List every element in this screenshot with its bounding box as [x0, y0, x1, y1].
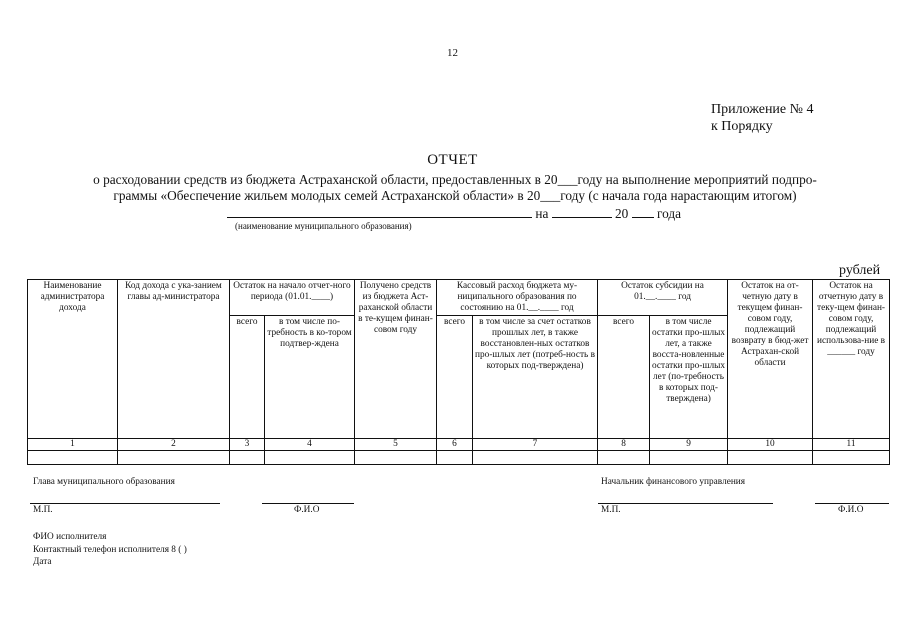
table-cell	[813, 451, 890, 465]
year-suffix: года	[656, 206, 682, 221]
subheader-col-8: всего	[598, 316, 650, 439]
column-number: 6	[437, 439, 473, 451]
column-number: 10	[728, 439, 813, 451]
table-cell	[28, 451, 118, 465]
report-table	[27, 279, 890, 465]
signature-line-left-2	[262, 503, 354, 504]
year-blank	[632, 205, 654, 218]
appendix-note	[711, 101, 814, 135]
table-cell	[598, 451, 650, 465]
signature-line-left-1	[30, 503, 220, 504]
appendix-line-1: Приложение № 4	[711, 102, 814, 117]
subheader-col-9: в том числе остатки про-шлых лет, а также восста-новленные остатки про-шлых лет (по-требность в которых под-тверждена)	[650, 316, 728, 439]
column-number: 2	[118, 439, 230, 451]
table-cell	[230, 451, 265, 465]
subheader-col-3: всего	[230, 316, 265, 439]
executor-label: ФИО исполнителя	[33, 532, 107, 542]
report-subtitle	[40, 172, 870, 204]
stamp-label-left: М.П.	[33, 505, 53, 515]
date-label: Дата	[33, 557, 52, 567]
table-cell	[437, 451, 473, 465]
head-of-municipality-label: Глава муниципального образования	[33, 477, 175, 487]
municipality-blank	[227, 205, 532, 218]
header-col-2: Код дохода с ука-занием главы ад-министратора	[118, 280, 230, 439]
fio-label-left: Ф.И.О	[294, 505, 320, 515]
subheader-col-6: всего	[437, 316, 473, 439]
date-blank	[552, 205, 612, 218]
table-cell	[118, 451, 230, 465]
column-number-row	[28, 439, 890, 451]
header-group-3-4: Остаток на начало отчет-ного периода (01.01.____)	[230, 280, 355, 316]
table-cell	[265, 451, 355, 465]
header-col-10: Остаток на от-четную дату в текущем финан-совом году, подлежащий возврату в бюд-жет Астрахан-ской области	[728, 280, 813, 439]
year-prefix: 20	[615, 206, 629, 221]
executor-phone-label: Контактный телефон исполнителя 8 ( )	[33, 545, 187, 555]
subheader-col-7: в том числе за счет остатков прошлых лет, в также восстановлен-ных остатков про-шлых лет (потреб-ность в которых под-тверждена)	[473, 316, 598, 439]
column-number: 11	[813, 439, 890, 451]
table-cell	[473, 451, 598, 465]
table-cell	[355, 451, 437, 465]
table-row-empty	[28, 451, 890, 465]
as-of-prefix: на	[535, 206, 549, 221]
page-number: 12	[447, 47, 458, 59]
report-title: ОТЧЕТ	[427, 152, 478, 168]
report-subtitle-line-2: граммы «Обеспечение жильем молодых семей Астраханской области» в 20___году (с начала года нарастающим итогом)	[113, 188, 797, 203]
stamp-label-right: М.П.	[601, 505, 621, 515]
appendix-line-2: к Порядку	[711, 119, 773, 134]
currency-label: рублей	[839, 263, 881, 278]
column-number: 3	[230, 439, 265, 451]
column-number: 5	[355, 439, 437, 451]
municipality-date-line	[227, 205, 681, 222]
table-cell	[650, 451, 728, 465]
column-number: 1	[28, 439, 118, 451]
head-of-finance-label: Начальник финансового управления	[601, 477, 746, 487]
column-number: 7	[473, 439, 598, 451]
column-number: 9	[650, 439, 728, 451]
header-group-6-7: Кассовый расход бюджета му-ниципального образования по состоянию на 01.__.____ год	[437, 280, 598, 316]
header-col-5: Получено средств из бюджета Аст-раханской области в те-кущем финан-совом году	[355, 280, 437, 439]
signature-line-right-2	[815, 503, 889, 504]
subheader-col-4: в том числе по-требность в ко-тором подтвер-ждена	[265, 316, 355, 439]
report-subtitle-line-1: о расходовании средств из бюджета Астраханской области, предоставленных в 20___году на выполнение мероприятий подпро-	[93, 172, 817, 187]
header-row-1	[28, 280, 890, 316]
signature-line-right-1	[598, 503, 773, 504]
column-number: 4	[265, 439, 355, 451]
column-number: 8	[598, 439, 650, 451]
header-col-1: Наименование администратора дохода	[28, 280, 118, 439]
header-group-8-9: Остаток субсидии на 01.__.____ год	[598, 280, 728, 316]
header-col-11: Остаток на отчетную дату в теку-щем финан-совом году, подлежащий использова-ние в ______ году	[813, 280, 890, 439]
municipality-caption: (наименование муниципального образования)	[235, 221, 412, 231]
table-cell	[728, 451, 813, 465]
fio-label-right: Ф.И.О	[838, 505, 864, 515]
